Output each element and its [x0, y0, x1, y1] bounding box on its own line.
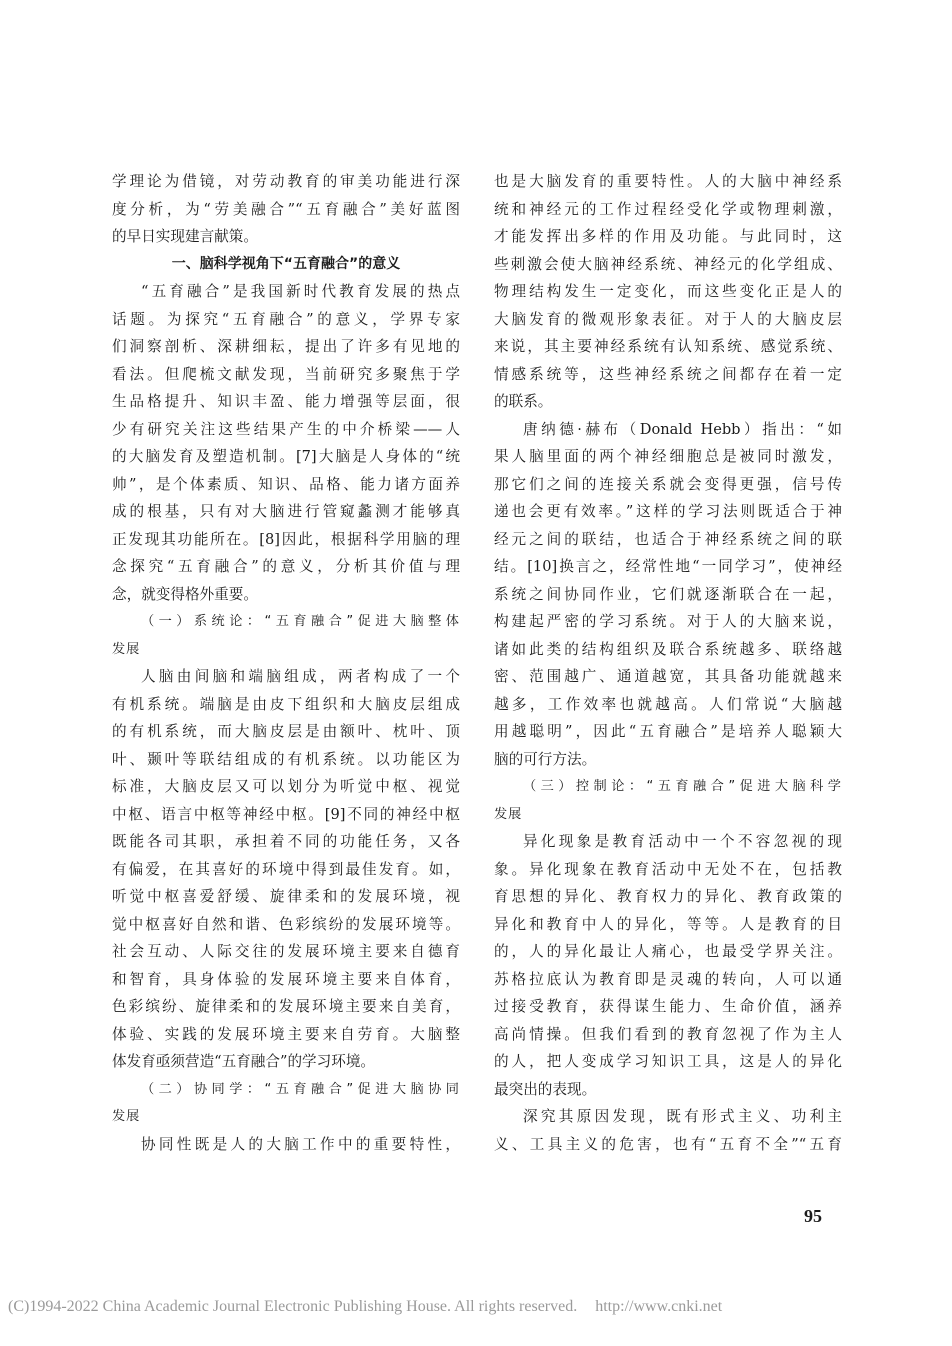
- text-line: 的联系。: [494, 393, 553, 410]
- text-line: 统和神经元的工作过程经受化学或物理刺激，: [494, 200, 842, 218]
- text-line: 的，人的异化最让人痛心，也最受学界关注。: [494, 943, 842, 960]
- text-line: 叶、颞叶等联结组成的有机系统。以功能区为: [112, 750, 460, 768]
- text-line: 色彩缤纷、旋律柔和的发展环境主要来自美育，: [112, 998, 460, 1015]
- text-line: 才能发挥出多样的作用及功能。与此同时，这: [494, 228, 842, 245]
- text-line: 高尚情操。但我们看到的教育忽视了作为主人: [494, 1025, 842, 1043]
- text-line: 经元之间的联结，也适合于神经系统之间的联: [494, 530, 842, 548]
- text-line: 觉中枢喜好自然和谐、色彩缤纷的发展环境等。: [112, 915, 460, 933]
- text-line: 的有机系统，而大脑皮层是由额叶、枕叶、顶: [112, 723, 460, 740]
- text-line: 成的根基，只有对大脑进行管窥蠡测才能够真: [112, 503, 460, 520]
- section-heading: 一、脑科学视角下“五育融合”的意义: [171, 255, 401, 272]
- text-line: 脑的可行方法。: [494, 750, 597, 768]
- page-number: 95: [804, 1206, 822, 1226]
- text-line: 生品格提升、知识丰盈、能力增强等层面，很: [112, 393, 460, 410]
- text-line: 最突出的表现。: [494, 1080, 597, 1098]
- footer: [8, 1298, 722, 1316]
- text-line: 标准，大脑皮层又可以划分为听觉中枢、视觉: [112, 778, 460, 795]
- text-line: 过接受教育，获得谋生能力、生命价值，涵养: [494, 998, 842, 1015]
- text-line: 异化现象是教育活动中一个不容忽视的现: [523, 833, 842, 850]
- text-line: 系统之间协同作业，它们就逐渐联合在一起，: [494, 585, 842, 603]
- text-line: 物理结构发生一定变化，而这些变化正是人的: [494, 283, 842, 300]
- subsection-heading: （一）系统论：“五育融合”促进大脑整体: [141, 614, 460, 629]
- text-line: 话题。为探究“五育融合”的意义，学界专家: [112, 310, 460, 328]
- text-line: 体验、实践的发展环境主要来自劳育。大脑整: [112, 1025, 460, 1043]
- text-line: 们洞察剖析、深耕细耘，提出了许多有见地的: [112, 338, 460, 355]
- text-line: 和智育，具身体验的发展环境主要来自体育，: [112, 970, 460, 988]
- text-line: 诸如此类的结构组织及联合系统越多、联络越: [494, 640, 842, 658]
- text-line: 度分析，为“劳美融合”“五育融合”美好蓝图: [112, 200, 460, 218]
- text-line: 看法。但爬梳文献发现，当前研究多聚焦于学: [112, 365, 460, 383]
- text-line: 异化和教育中人的异化，等等。人是教育的目: [494, 915, 842, 933]
- text-line: 密、范围越广、通道越宽，其具备功能就越来: [494, 668, 842, 685]
- subsection-heading: （三）控制论：“五育融合”促进大脑科学: [523, 779, 842, 794]
- subsection-heading: 发展: [112, 1109, 141, 1124]
- text-line: 象。异化现象在教育活动中无处不在，包括教: [494, 860, 842, 878]
- text-line: “五育融合”是我国新时代教育发展的热点: [141, 283, 460, 300]
- text-line: 少有研究关注这些结果产生的中介桥梁——人: [112, 420, 460, 438]
- text-line: 来说，其主要神经系统有认知系统、感觉系统、: [494, 338, 842, 355]
- text-line: 协同性既是人的大脑工作中的重要特性，: [141, 1135, 460, 1153]
- text-line: 越多，工作效率也就越高。人们常说“大脑越: [494, 695, 842, 713]
- text-line: 大脑发育的微观形象表征。对于人的大脑皮层: [494, 310, 842, 328]
- text-line: 中枢、语言中枢等神经中枢。[9]不同的神经中枢: [112, 805, 460, 823]
- text-line: 社会互动、人际交往的发展环境主要来自德育: [112, 943, 460, 960]
- text-line: 用越聪明”，因此“五育融合”是培养人聪颖大: [494, 723, 842, 740]
- text-line: 帅”，是个体素质、知识、品格、能力诸方面养: [112, 475, 460, 493]
- text-line: 些刺激会使大脑神经系统、神经元的化学组成、: [494, 255, 842, 273]
- text-line: 也是大脑发育的重要特性。人的大脑中神经系: [494, 173, 842, 190]
- text-line: 那它们之间的连接关系就会变得更强，信号传: [494, 475, 842, 493]
- text-line: 体发育亟须营造“五育融合”的学习环境。: [112, 1053, 376, 1070]
- text-line: 递也会更有效率。”这样的学习法则既适合于神: [494, 503, 842, 520]
- text-line: 听觉中枢喜爱舒缓、旋律柔和的发展环境，视: [112, 888, 460, 905]
- left-column: [112, 168, 460, 1158]
- text-line: 的人，把人变成学习知识工具，这是人的异化: [494, 1053, 842, 1070]
- text-line: 育思想的异化、教育权力的异化、教育政策的: [494, 888, 842, 905]
- footer-copyright: (C)1994-2022 China Academic Journal Electronic Publishing House. All rights reserved.: [8, 1298, 578, 1315]
- text-line: 有偏爱，在其喜好的环境中得到最佳发育。如，: [112, 860, 460, 878]
- text-line: 念探究“五育融合”的意义，分析其价值与理: [112, 558, 460, 575]
- text-line: 义、工具主义的危害，也有“五育不全”“五育: [494, 1135, 842, 1153]
- text-line: 既能各司其职，承担着不同的功能任务，又各: [112, 833, 460, 850]
- text-line: 人脑由间脑和端脑组成，两者构成了一个: [141, 668, 460, 685]
- text-line: 果人脑里面的两个神经细胞总是被同时激发，: [494, 448, 842, 465]
- footer-url[interactable]: http://www.cnki.net: [595, 1298, 723, 1315]
- text-line: 的大脑发育及塑造机制。[7]大脑是人身体的“统: [112, 448, 460, 465]
- text-line: 情感系统等，这些神经系统之间都存在着一定: [494, 365, 842, 383]
- subsection-heading: 发展: [112, 641, 141, 657]
- text-line: 深究其原因发现，既有形式主义、功利主: [523, 1108, 842, 1125]
- text-line: 的早日实现建言献策。: [112, 228, 258, 245]
- text-line: 学理论为借镜，对劳动教育的审美功能进行深: [112, 173, 460, 190]
- text-line: 构建起严密的学习系统。对于人的大脑来说，: [494, 613, 842, 630]
- text-line: 正发现其功能所在。[8]因此，根据科学用脑的理: [112, 530, 460, 548]
- text-line: 苏格拉底认为教育即是灵魂的转向，人可以通: [494, 970, 842, 988]
- right-column: [494, 168, 842, 1158]
- subsection-heading: （二）协同学：“五育融合”促进大脑协同: [141, 1081, 460, 1097]
- text-line: 唐纳德·赫布（Donald Hebb）指出：“如: [523, 420, 842, 438]
- text-line: 有机系统。端脑是由皮下组织和大脑皮层组成: [112, 695, 460, 713]
- subsection-heading: 发展: [494, 806, 523, 822]
- text-line: 念，就变得格外重要。: [112, 585, 258, 603]
- text-line: 结。[10]换言之，经常性地“一同学习”，使神经: [494, 558, 842, 575]
